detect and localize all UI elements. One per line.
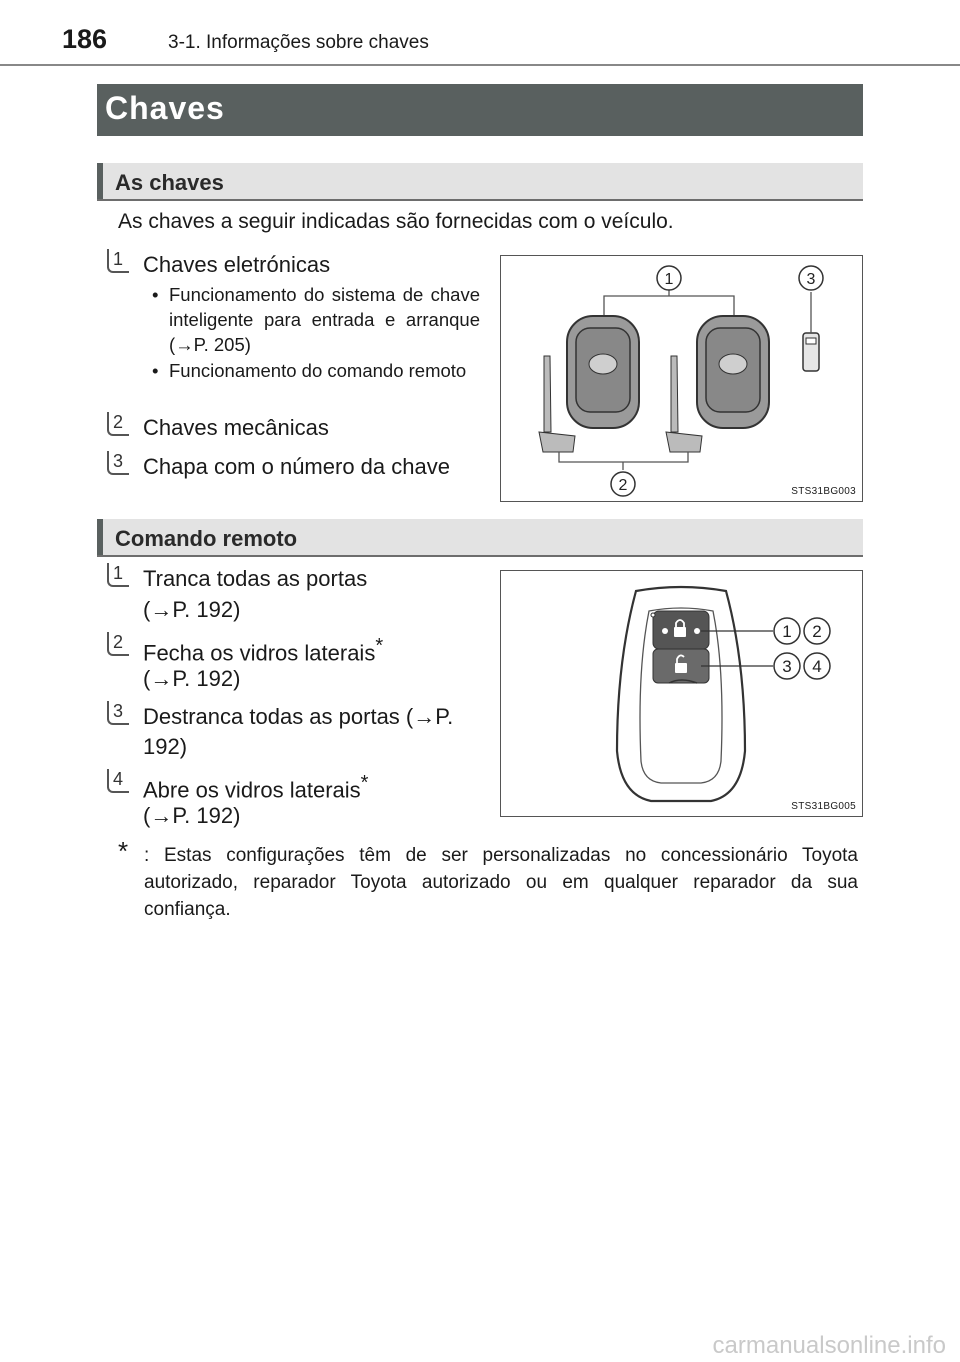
running-header: 3-1. Informações sobre chaves bbox=[168, 32, 429, 53]
remote-illustration bbox=[501, 571, 862, 816]
section-heading-label: Comando remoto bbox=[115, 526, 298, 551]
item-number: 2 bbox=[107, 412, 129, 436]
item-label-unlock-all-doors: Destranca todas as portas (→P. bbox=[143, 704, 454, 729]
item-label-mechanical-keys: Chaves mecânicas bbox=[143, 415, 329, 440]
page-number: 186 bbox=[62, 24, 108, 54]
item-page-reference: (→P. 192) bbox=[143, 597, 241, 622]
item-label-electronic-keys: Chaves eletrónicas bbox=[143, 252, 331, 277]
intro-text: As chaves a seguir indicadas são fornecidas com o veículo. bbox=[118, 210, 674, 233]
watermark: carmanualsonline.info bbox=[712, 1332, 946, 1359]
item-number: 1 bbox=[107, 249, 129, 273]
bullet-item bbox=[152, 282, 480, 357]
item-number: 3 bbox=[107, 451, 129, 475]
footnote bbox=[118, 836, 858, 923]
figure-code: STS31BG003 bbox=[791, 486, 856, 497]
bullet-text: Funcionamento do sistema de chave inteligente para entrada e arranque (→P. 205) bbox=[169, 284, 480, 355]
footnote-marker: * bbox=[360, 772, 369, 794]
footnote-text: : Estas configurações têm de ser personalizadas no concessionário Toyota autorizado, reparador Toyota autorizado ou em qualquer reparador da sua confiança. bbox=[144, 845, 858, 920]
item-text: Abre os vidros laterais bbox=[143, 777, 361, 803]
callout-number: 1 bbox=[664, 271, 674, 288]
remote-figure bbox=[500, 570, 863, 817]
callout-number: 2 bbox=[812, 622, 822, 641]
callout-number: 3 bbox=[806, 271, 816, 288]
bullet-item bbox=[152, 358, 480, 383]
footnote-marker: * bbox=[375, 635, 384, 657]
keys-illustration bbox=[501, 256, 862, 501]
item-page-reference: (→P. 192) bbox=[143, 666, 241, 691]
section-heading-label: As chaves bbox=[115, 170, 224, 195]
page-title-bar bbox=[97, 84, 863, 136]
item-page-reference: (→P. 192) bbox=[143, 803, 241, 828]
figure-code: STS31BG005 bbox=[791, 801, 856, 812]
item-text: Fecha os vidros laterais bbox=[143, 640, 376, 666]
item-number: 1 bbox=[107, 563, 129, 587]
section-heading-comando-remoto bbox=[97, 519, 863, 557]
footnote-marker: * bbox=[118, 836, 129, 866]
bullet-text: Funcionamento do comando remoto bbox=[169, 360, 467, 381]
bullet-dot: • bbox=[152, 284, 159, 305]
item-page-reference: 192) bbox=[143, 734, 188, 759]
item-number: 2 bbox=[107, 632, 129, 656]
item-label-key-number-plate: Chapa com o número da chave bbox=[143, 454, 450, 479]
callout-number: 3 bbox=[782, 657, 792, 676]
keys-figure bbox=[500, 255, 863, 502]
item-label-lock-all-doors: Tranca todas as portas bbox=[143, 566, 368, 591]
callout-number: 2 bbox=[618, 477, 628, 494]
item-label-open-windows bbox=[143, 772, 368, 803]
bullet-dot: • bbox=[152, 360, 159, 381]
item-number: 4 bbox=[107, 769, 129, 793]
callout-number: 1 bbox=[782, 622, 792, 641]
item-number: 3 bbox=[107, 701, 129, 725]
header-rule bbox=[0, 64, 960, 66]
section-heading-as-chaves bbox=[97, 163, 863, 201]
item-label-close-windows bbox=[143, 635, 383, 666]
page-title: Chaves bbox=[105, 90, 225, 126]
callout-number: 4 bbox=[812, 657, 822, 676]
